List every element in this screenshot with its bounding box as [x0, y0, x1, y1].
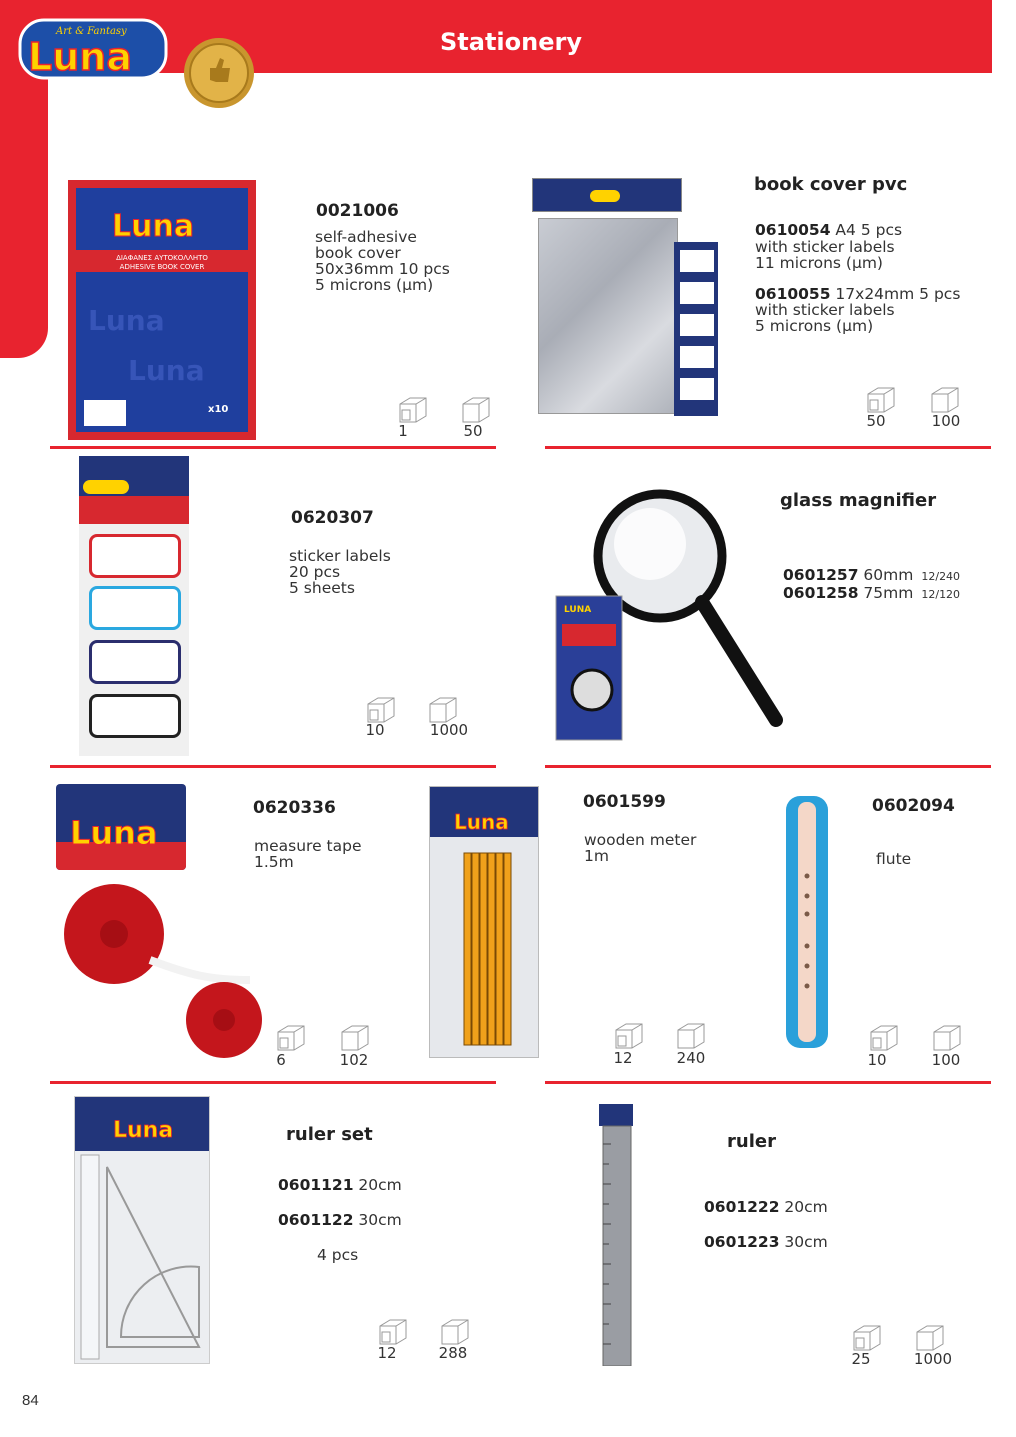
- product-title: ruler: [727, 1131, 776, 1152]
- product-code: 0620336: [253, 798, 336, 818]
- pack-quantity: 6: [276, 1051, 286, 1069]
- carton-quantity: 1000: [913, 1350, 953, 1368]
- pieces-count: 4 pcs: [317, 1246, 359, 1264]
- ruler-image: [597, 1104, 635, 1366]
- pack-quantity: 10: [867, 1051, 887, 1069]
- inner-box-icon: [852, 1324, 882, 1352]
- svg-text:Luna: Luna: [88, 304, 165, 337]
- svg-text:Luna: Luna: [28, 35, 132, 79]
- wooden-meter-image: [429, 786, 539, 1058]
- book-cover-pvc-image: [532, 178, 718, 418]
- glass-magnifier-image: [554, 484, 794, 746]
- variant-line: 0601122 30cm: [278, 1211, 402, 1229]
- product-code: 0620307: [291, 508, 374, 528]
- pack-quantity: 12: [613, 1049, 633, 1067]
- carton-box-icon: [915, 1324, 945, 1352]
- svg-text:Luna: Luna: [113, 1118, 174, 1143]
- carton-quantity: 1000: [429, 721, 469, 739]
- svg-text:Luna: Luna: [128, 354, 205, 387]
- carton-quantity: 100: [931, 412, 961, 430]
- inner-box-icon: [869, 1024, 899, 1052]
- inner-box-icon: [276, 1024, 306, 1052]
- product-title: book cover pvc: [754, 174, 908, 195]
- product-description: sticker labels 20 pcs 5 sheets: [289, 547, 391, 597]
- carton-box-icon: [461, 396, 491, 424]
- product-code: 0021006: [316, 201, 399, 221]
- pack-quantity: 25: [851, 1350, 871, 1368]
- carton-box-icon: [428, 696, 458, 724]
- separator: [545, 446, 991, 449]
- sticker-labels-image: [79, 456, 189, 756]
- product-title: ruler set: [286, 1124, 373, 1145]
- svg-text:ΔΙΑΦΑΝΕΣ ΑΥΤΟΚΟΛΛΗΤΟ: ΔΙΑΦΑΝΕΣ ΑΥΤΟΚΟΛΛΗΤΟ: [116, 254, 208, 262]
- separator: [545, 765, 991, 768]
- carton-quantity: 288: [438, 1344, 468, 1362]
- carton-quantity: 100: [931, 1051, 961, 1069]
- carton-box-icon: [676, 1022, 706, 1050]
- carton-box-icon: [340, 1024, 370, 1052]
- carton-box-icon: [930, 386, 960, 414]
- separator: [50, 446, 496, 449]
- luna-logo: [18, 18, 168, 80]
- measure-tape-header-image: [56, 784, 186, 870]
- carton-quantity: 102: [339, 1051, 369, 1069]
- variant-line: 0601257 60mm 12/240: [783, 566, 961, 584]
- carton-box-icon: [440, 1318, 470, 1346]
- product-description: flute: [876, 850, 912, 868]
- variant-line: 0610055 17x24mm 5 pcs: [755, 285, 961, 303]
- product-title: glass magnifier: [780, 490, 937, 511]
- pack-quantity: 12: [377, 1344, 397, 1362]
- product-description: measure tape 1.5m: [254, 837, 362, 871]
- carton-quantity: 50: [463, 422, 483, 440]
- variant-line: 0610054 A4 5 pcs: [755, 221, 903, 239]
- pack-quantity: 10: [365, 721, 385, 739]
- svg-text:x10: x10: [208, 404, 229, 415]
- carton-box-icon: [932, 1024, 962, 1052]
- separator: [545, 1081, 991, 1084]
- pack-quantity: 50: [866, 412, 886, 430]
- svg-text:Luna: Luna: [454, 810, 509, 834]
- book-cover-package-image: [68, 180, 256, 440]
- product-description: wooden meter 1m: [584, 831, 697, 865]
- inner-box-icon: [614, 1022, 644, 1050]
- inner-box-icon: [398, 396, 428, 424]
- variant-line: 0601258 75mm 12/120: [783, 584, 961, 602]
- inner-box-icon: [866, 386, 896, 414]
- svg-text:Luna: Luna: [70, 814, 158, 852]
- separator: [50, 765, 496, 768]
- variant-line: 0601223 30cm: [704, 1233, 828, 1251]
- variant-description: with sticker labels 5 microns (μm): [755, 301, 895, 335]
- measure-tape-image: [60, 880, 270, 1060]
- svg-text:ADHESIVE BOOK COVER: ADHESIVE BOOK COVER: [119, 263, 205, 271]
- svg-text:Art & Fantasy: Art & Fantasy: [56, 26, 127, 37]
- ruler-set-image: [74, 1096, 210, 1364]
- svg-text:Luna: Luna: [112, 209, 195, 244]
- inner-box-icon: [366, 696, 396, 724]
- carton-quantity: 240: [676, 1049, 706, 1067]
- best-value-seal: [182, 36, 256, 110]
- page-number: 84: [22, 1392, 39, 1409]
- product-description: self-adhesive book cover 50x36mm 10 pcs 5 microns (μm): [315, 228, 450, 294]
- product-code: 0602094: [872, 796, 955, 816]
- variant-line: 0601222 20cm: [704, 1198, 828, 1216]
- separator: [50, 1081, 496, 1084]
- inner-box-icon: [378, 1318, 408, 1346]
- page-title: Stationery: [440, 28, 582, 56]
- product-code: 0601599: [583, 792, 666, 812]
- flute-image: [782, 796, 832, 1048]
- variant-description: with sticker labels 11 microns (μm): [755, 238, 895, 272]
- variant-line: 0601121 20cm: [278, 1176, 402, 1194]
- svg-text:LUNA: LUNA: [564, 605, 592, 615]
- pack-quantity: 1: [398, 422, 408, 440]
